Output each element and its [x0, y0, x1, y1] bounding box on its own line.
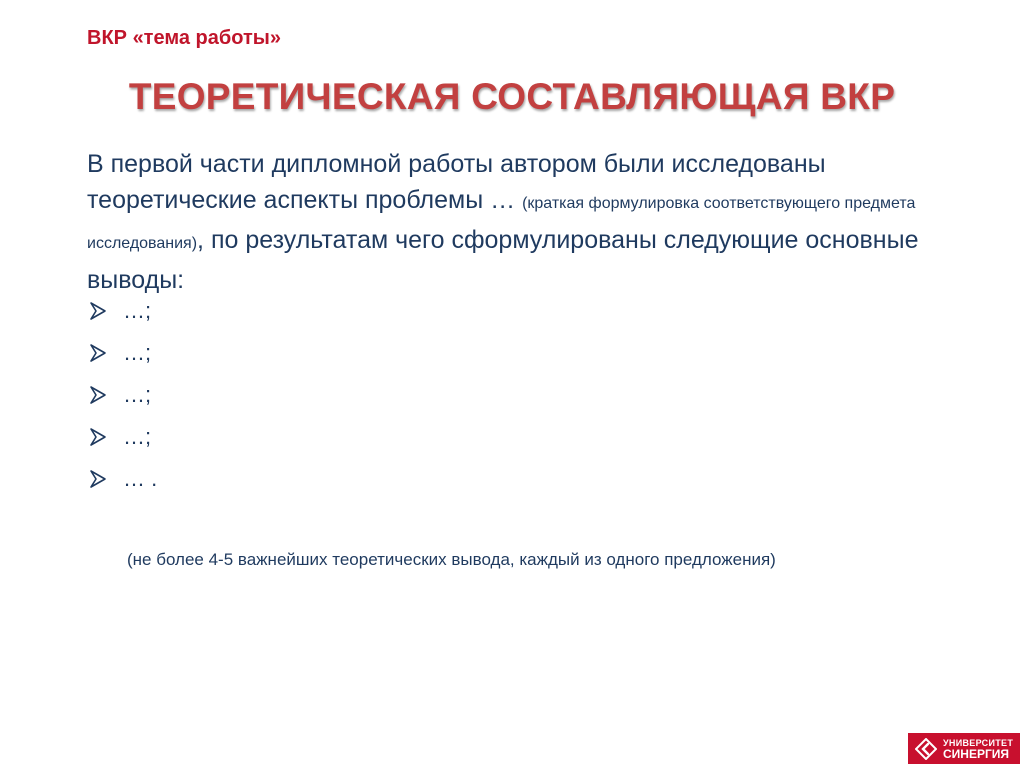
body-small-note: (краткая формулировка соответствующего предмета исследования)	[87, 195, 916, 252]
arrow-bullet-icon	[87, 426, 109, 448]
header-line	[87, 24, 281, 52]
arrow-bullet-icon	[87, 384, 109, 406]
logo-text	[943, 738, 1013, 760]
university-logo	[908, 733, 1020, 764]
bullet-text: …;	[123, 298, 152, 323]
logo-line2: СИНЕРГИЯ	[943, 746, 1010, 761]
synergy-logo-icon	[915, 738, 937, 760]
bullet-item	[87, 374, 157, 416]
slide-title: ТЕОРЕТИЧЕСКАЯ СОСТАВЛЯЮЩАЯ ВКР	[128, 76, 896, 117]
bullet-text: …;	[123, 382, 152, 407]
bullet-item	[87, 416, 157, 458]
bullet-text: … .	[123, 466, 158, 491]
bullet-item	[87, 332, 157, 374]
bullet-item	[87, 458, 157, 500]
bullet-text: …;	[123, 424, 152, 449]
logo-line1: УНИВЕРСИТЕТ	[943, 737, 1014, 748]
body-paragraph	[87, 146, 967, 298]
body-part1: В первой части дипломной работы автором были исследованы теоретические аспекты проблемы …	[87, 150, 826, 214]
arrow-bullet-icon	[87, 300, 109, 322]
topic-label: «тема работы»	[132, 27, 281, 49]
bullet-item	[87, 290, 157, 332]
bullet-text: …;	[123, 340, 152, 365]
footnote: (не более 4-5 важнейших теоретических вывода, каждый из одного предложения)	[127, 550, 776, 569]
body-part2: , по результатам чего сформулированы следующие основные выводы:	[87, 226, 919, 294]
arrow-bullet-icon	[87, 468, 109, 490]
vkr-label: ВКР	[87, 27, 127, 49]
bullet-list	[87, 290, 157, 500]
arrow-bullet-icon	[87, 342, 109, 364]
